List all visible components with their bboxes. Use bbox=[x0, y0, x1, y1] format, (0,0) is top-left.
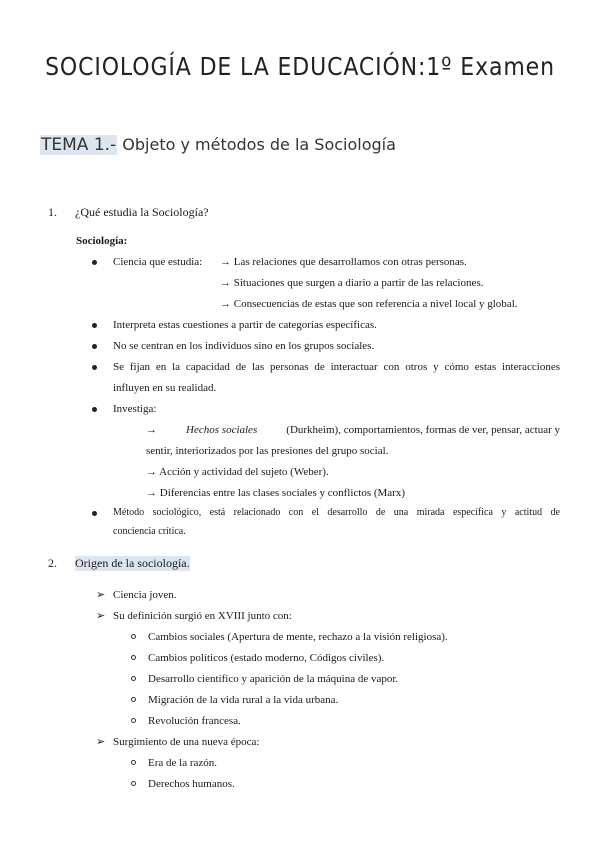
origen-item-3: Surgimiento de una nueva época: bbox=[113, 736, 260, 748]
circle-bullet-icon bbox=[131, 718, 136, 723]
metodo-line1: Método sociológico, está relacionado con el desarrollo de una mirada específica y actitud de bbox=[113, 507, 560, 518]
document-title: SOCIOLOGÍA DE LA EDUCACIÓN:1º Examen bbox=[45, 52, 555, 81]
bullet-dot bbox=[92, 260, 97, 265]
bullet-dot bbox=[92, 344, 97, 349]
arrow-item-2: → Situaciones que surgen a diario a partir de las relaciones. bbox=[220, 277, 484, 289]
investiga-item-3: → Diferencias entre las clases sociales y conflictos (Marx) bbox=[146, 487, 406, 499]
subitem-5: Revolución francesa. bbox=[148, 715, 241, 727]
circle-bullet-icon bbox=[131, 676, 136, 681]
hechos-sociales-text: Hechos sociales bbox=[186, 424, 258, 436]
subitem2-1: Era de la razón. bbox=[148, 757, 218, 769]
arrow-item-3: → Consecuencias de estas que son referencia a nivel local y global. bbox=[220, 298, 518, 310]
subitem-4: Migración de la vida rural a la vida urbana. bbox=[148, 694, 339, 706]
section-1-number: 1. bbox=[48, 205, 57, 219]
arrowhead-bullet-icon: ➢ bbox=[96, 736, 106, 748]
arrow-item-1: → Las relaciones que desarrollamos con otras personas. bbox=[220, 256, 467, 268]
bullet-interpreta: Interpreta estas cuestiones a partir de categorías específicas. bbox=[113, 319, 377, 331]
circle-bullet-icon bbox=[131, 697, 136, 702]
bullet-no-centran: No se centran en los individuos sino en los grupos sociales. bbox=[113, 340, 375, 352]
arrowhead-bullet-icon: ➢ bbox=[96, 589, 106, 601]
circle-bullet-icon bbox=[131, 781, 136, 786]
origen-item-2: Su definición surgió en XVIII junto con: bbox=[113, 610, 292, 622]
sociologia-subheading: Sociología: bbox=[76, 235, 128, 247]
origen-item-1: Ciencia joven. bbox=[113, 589, 177, 601]
subitem-1: Cambios sociales (Apertura de mente, rechazo a la visión religiosa). bbox=[148, 631, 448, 643]
subitem2-2: Derechos humanos. bbox=[148, 778, 235, 790]
circle-bullet-icon bbox=[131, 760, 136, 765]
investiga-item-1-line2: sentir, interiorizados por las presiones del grupo social. bbox=[146, 445, 389, 457]
bullet-se-fijan-line2: influyen en su realidad. bbox=[113, 382, 217, 394]
bullet-dot bbox=[92, 365, 97, 370]
investiga-item-1-line1 bbox=[146, 423, 560, 437]
metodo-line2: conciencia crítica. bbox=[113, 526, 186, 537]
investiga-item-1-rest: (Durkheim), comportamientos, formas de ver, pensar, actuar y bbox=[286, 424, 560, 436]
section-2-number: 2. bbox=[48, 556, 57, 570]
bullet-se-fijan-line1: Se fijan en la capacidad de las personas de interactuar con otros y cómo estas interacciones bbox=[113, 361, 560, 373]
section-1-heading bbox=[48, 205, 448, 221]
tema-text: Objeto y métodos de la Sociología bbox=[122, 135, 396, 154]
bullet-dot bbox=[92, 407, 97, 412]
tema-label: TEMA 1.- bbox=[41, 135, 117, 155]
arrowhead-bullet-icon: ➢ bbox=[96, 610, 106, 622]
section-1-title: ¿Qué estudia la Sociología? bbox=[75, 205, 209, 219]
investiga-label: Investiga: bbox=[113, 403, 157, 415]
bullet-dot bbox=[92, 323, 97, 328]
tema-heading bbox=[40, 135, 396, 155]
circle-bullet-icon bbox=[131, 634, 136, 639]
ciencia-label: Ciencia que estudia: bbox=[113, 256, 203, 268]
section-2-heading bbox=[48, 556, 448, 572]
section-2-title: Origen de la sociología. bbox=[75, 556, 190, 570]
subitem-3: Desarrollo científico y aparición de la máquina de vapor. bbox=[148, 673, 399, 685]
investiga-item-2: → Acción y actividad del sujeto (Weber). bbox=[146, 466, 329, 478]
arrow-icon: → bbox=[146, 424, 157, 436]
subitem-2: Cambios políticos (estado moderno, Códigos civiles). bbox=[148, 652, 385, 664]
circle-bullet-icon bbox=[131, 655, 136, 660]
bullet-dot bbox=[92, 511, 97, 516]
